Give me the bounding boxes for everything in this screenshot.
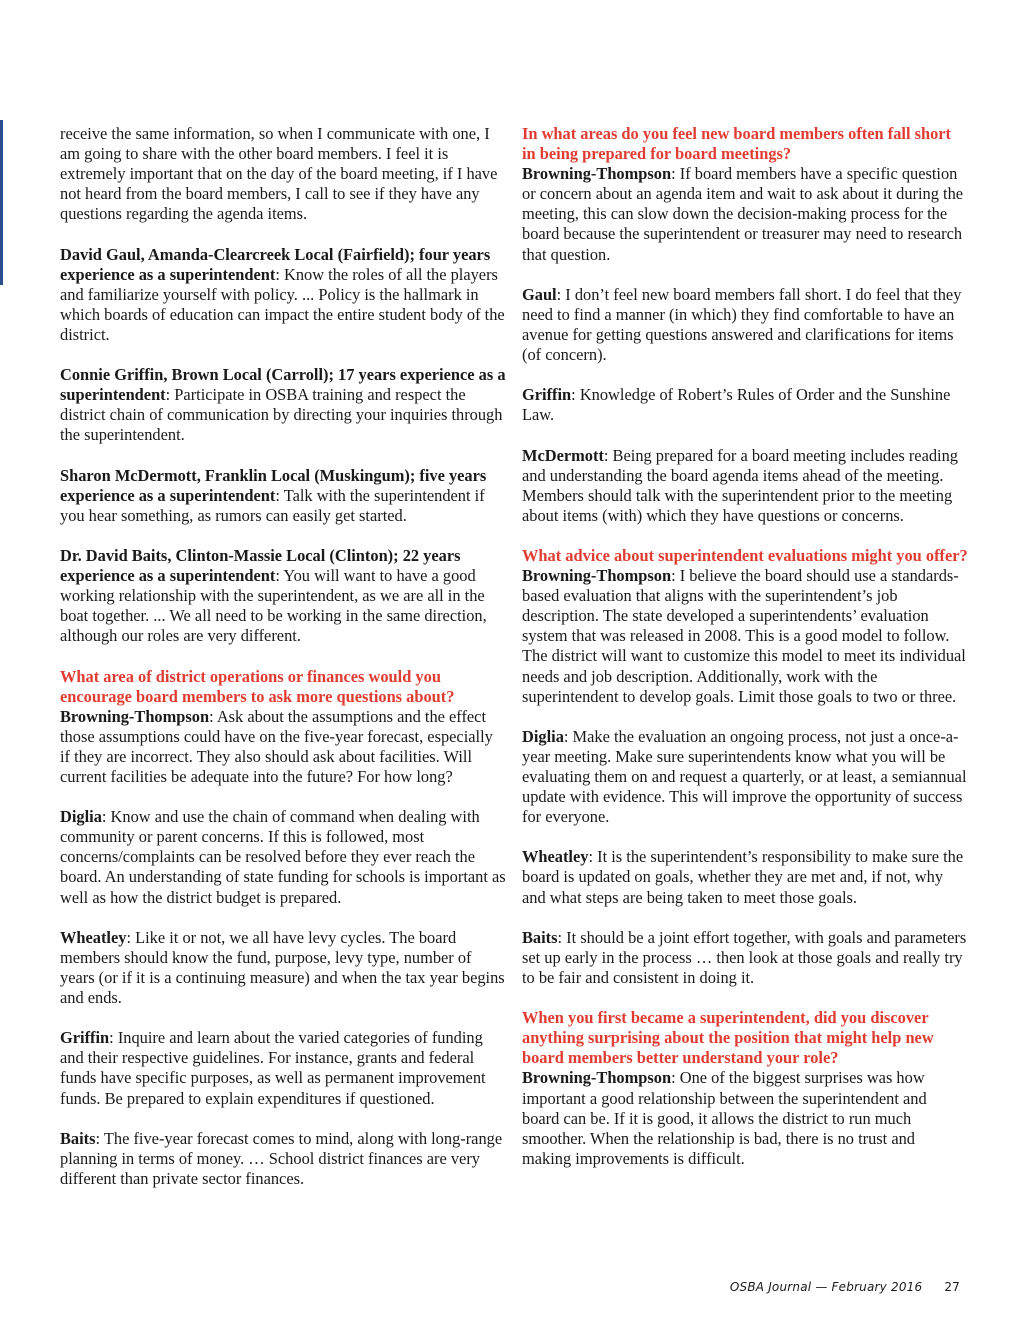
question-heading: What area of district operations or finances would you encourage board members to ask more questions about? [60,666,455,706]
answer-speaker: Browning-Thompson [522,164,672,184]
answer-text: : Knowledge of Robert’s Rules of Order and the Sunshine Law. [522,385,951,425]
profile-name: Dr. David Baits, Clinton-Massie Local (Clinton); 22 years experience as a superintendent [60,545,461,586]
answer-speaker: Gaul [522,284,557,304]
answer-speaker: Wheatley [60,927,127,947]
answer-baits [60,1129,506,1189]
answer-wheatley [522,847,968,907]
answer-text: : Like it or not, we all have levy cycles. The board members should know the fund, purpose, levy type, number of years (or if it is a continuing measure) and when the tax year begins and ends. [60,927,505,1008]
answer-text: : I believe the board should use a standards-based evaluation that aligns with the superintendent’s job description. The state developed a superintendents’ evaluation system that was released in 2008. This is a good model to follow. The district will want to customize this model to meet its individual needs and job description. Additionally, work with the superintendent to develop goals. Limit those goals to two or three. [522,566,966,706]
profile-mcdermott [60,466,506,526]
answer-text: : Ask about the assumptions and the effect those assumptions could have on the five-year forecast, especially if they are incorrect. They also should ask about facilities. Will current facilities be adequate into the future? For how long? [60,706,493,786]
answer-text: : One of the biggest surprises was how important a good relationship between the superintendent and board can be. If it is good, it allows the district to run much smoother. When the relationship is bad, there is no trust and making improvements is difficult. [522,1068,927,1168]
qa-block-preparation [522,124,968,265]
page-edge-bar [0,120,3,285]
answer-text: : It is the superintendent’s responsibility to make sure the board is updated on goals, whether they are met and, if not, why and what steps are being taken to meet those goals. [522,847,964,907]
question-heading: In what areas do you feel new board members often fall short in being prepared for board meetings? [522,124,952,164]
right-column [522,124,968,1189]
answer-speaker: Griffin [522,385,572,405]
intro-text: receive the same information, so when I communicate with one, I am going to share with the other board members. I feel it is extremely important that on the day of the board meeting, if I have not heard from the board members, I call to see if they have any questions regarding the agenda items. [60,124,498,224]
profile-text: : Participate in OSBA training and respect the district chain of communication by directing your inquiries through the superintendent. [60,385,503,445]
profile-gaul [60,245,506,345]
answer-baits [522,928,968,988]
page-number: 27 [944,1280,960,1294]
question-heading: What advice about superintendent evaluations might you offer? [522,545,968,565]
intro-paragraph [60,124,506,224]
answer-speaker: Browning-Thompson [60,706,210,726]
profile-text: : Know the roles of all the players and familiarize yourself with policy. ... Policy is the hallmark in which boards of education can impact the entire student body of the district. [60,264,505,344]
answer-text: : If board members have a specific question or concern about an agenda item and wait to ask about it during the meeting, this can slow down the decision-making process for the board because the superintendent or treasurer may need to research that question. [522,164,964,264]
profile-text: : Talk with the superintendent if you hear something, as rumors can easily get started. [60,485,485,525]
answer-mcdermott [522,446,968,526]
answer-speaker: Baits [522,927,558,947]
answer-text: : The five-year forecast comes to mind, along with long-range planning in terms of money. … School district finances are very different than private sector finances. [60,1128,503,1188]
qa-block-surprises [522,1008,968,1169]
answer-text: : It should be a joint effort together, with goals and parameters set up early in the process … then look at those goals and really try to be fair and consistent in doing it. [522,927,967,987]
answer-diglia [60,807,506,907]
page-footer [730,1280,960,1294]
left-column [60,124,506,1209]
answer-text: : I don’t feel new board members fall short. I do feel that they need to find a manner (in which) they find comfortable to have an avenue for getting questions answered and clarifications for items (of concern). [522,284,962,365]
answer-text: : Being prepared for a board meeting includes reading and understanding the board agenda items ahead of the meeting. Members should talk with the superintendent prior to the meeting about items (with) which they have questions or concerns. [522,445,958,525]
profile-name: Sharon McDermott, Franklin Local (Muskingum); five years experience as a superintendent [60,465,487,505]
qa-block-finances [60,667,506,788]
answer-speaker: Browning-Thompson [522,566,672,586]
answer-wheatley [60,928,506,1008]
answer-speaker: Diglia [60,807,102,827]
profile-text: : You will want to have a good working relationship with the superintendent, as we are all in the boat together. ... We all need to be working in the same direction, although our roles are very different. [60,566,487,646]
answer-griffin [60,1028,506,1108]
answer-griffin [522,385,968,425]
answer-text: : Inquire and learn about the varied categories of funding and their respective guidelines. For instance, grants and federal funds have specific purposes, as well as permanent improvement funds. Be prepared to explain expenditures if questioned. [60,1028,486,1108]
answer-speaker: Griffin [60,1028,110,1048]
answer-diglia [522,727,968,827]
profile-name: Connie Griffin, Brown Local (Carroll); 17 years experience as a superintendent [60,365,506,405]
answer-gaul [522,285,968,365]
journal-name: OSBA Journal — February 2016 [729,1280,923,1294]
answer-text: : Know and use the chain of command when dealing with community or parent concerns. If this is followed, most concerns/complaints can be resolved before they ever reach the board. An understanding of state funding for schools is important as well as how the district budget is prepared. [60,807,506,907]
profile-griffin [60,365,506,445]
qa-block-evaluations [522,546,968,707]
answer-speaker: Browning-Thompson [522,1068,672,1088]
answer-text: : Make the evaluation an ongoing process, not just a once-a-year meeting. Make sure superintendents know what you will be evaluating them on and request a quarterly, or at least, a semiannual update with evidence. This will improve the opportunity of success for everyone. [522,726,967,827]
profile-name: David Gaul, Amanda-Clearcreek Local (Fairfield); four years experience as a superintendent [60,244,491,284]
answer-speaker: Baits [60,1128,96,1148]
answer-speaker: McDermott [522,445,604,465]
question-heading: When you first became a superintendent, did you discover anything surprising about the position that might help new board members better understand your role? [522,1008,934,1068]
answer-speaker: Wheatley [522,847,589,867]
answer-speaker: Diglia [522,726,564,746]
profile-baits [60,546,506,646]
